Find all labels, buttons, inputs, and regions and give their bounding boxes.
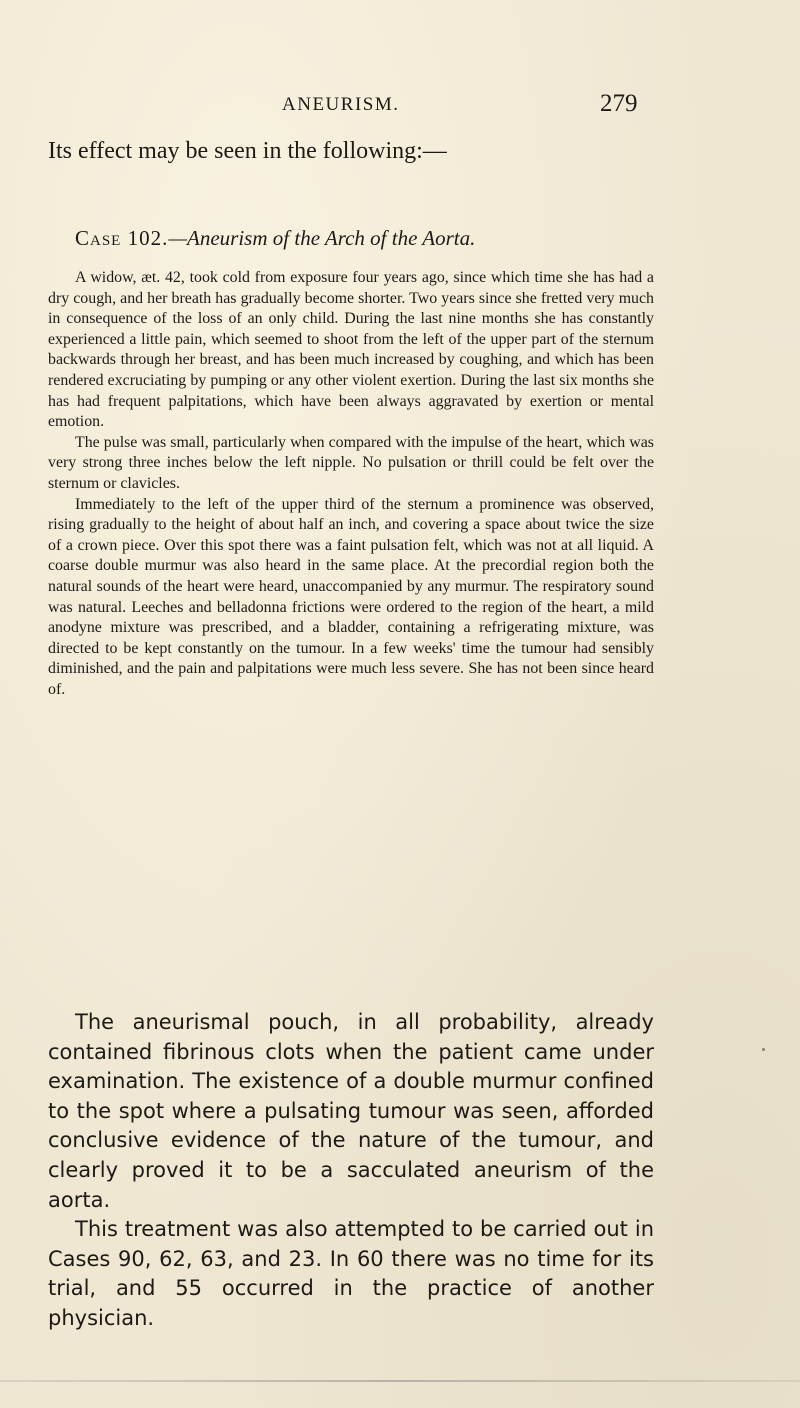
case-paragraph: Immediately to the left of the upper third of the sternum a prominence was observed, rising gradually to the height of about half an inch, and covering a space about twice the size of a crown piece. Over this spot there was a faint pulsation felt, which was not at all liquid. A coarse double murmur was also heard in the same place. At the precordial region both the natural sounds of the heart were heard, unaccompanied by any murmur. The respiratory sound was natural. Leeches and belladonna frictions were ordered to the region of the heart, a mild anodyne mixture was prescribed, and a bladder, containing a refrigerating mixture, was directed to be kept constantly on the tumour. In a few weeks' time the tumour had sensibly diminished, and the pain and palpitations were much less severe. She has not been since heard of. bbox=[48, 495, 654, 698]
discussion bbox=[48, 1008, 654, 1334]
case-heading bbox=[75, 226, 475, 251]
case-title: —Aneurism of the Arch of the Aorta. bbox=[168, 226, 476, 250]
paper-speck bbox=[762, 1048, 765, 1051]
case-paragraph: The pulse was small, particularly when compared with the impulse of the heart, which was very strong three inches below the left nipple. No pulsation or thrill could be felt over the sternum or clavicles. bbox=[48, 433, 654, 492]
discussion-paragraph: The aneurismal pouch, in all probability, already contained fibrinous clots when the patient came under examination. The existence of a double murmur confined to the spot where a pulsating tumour was seen, afforded conclusive evidence of the nature of the tumour, and clearly proved it to be a sacculated aneurism of the aorta. bbox=[48, 1010, 654, 1212]
page-edge-rule bbox=[0, 1380, 800, 1382]
running-head bbox=[0, 92, 800, 122]
intro-sentence: Its effect may be seen in the following:— bbox=[48, 138, 447, 164]
page-number: 279 bbox=[600, 90, 638, 117]
case-label: Case 102. bbox=[75, 226, 169, 250]
case-paragraph: A widow, æt. 42, took cold from exposure four years ago, since which time she has had a dry cough, and her breath has gradually become shorter. Two years since she fretted very much in consequence of the loss of an only child. During the last nine months she has constantly experienced a little pain, which seemed to shoot from the left of the upper part of the sternum backwards through her breast, and has been much increased by coughing, and which has been rendered excruciating by pumping or any other violent exertion. During the last six months she has had frequent palpitations, which have been always aggravated by exertion or mental emotion. bbox=[48, 269, 654, 431]
running-title: ANEURISM. bbox=[282, 94, 400, 115]
discussion-paragraph: This treatment was also attempted to be carried out in Cases 90, 62, 63, and 23. In 60 there was no time for its trial, and 55 occurred in the practice of another physician. bbox=[48, 1217, 654, 1330]
case-report bbox=[48, 268, 654, 700]
